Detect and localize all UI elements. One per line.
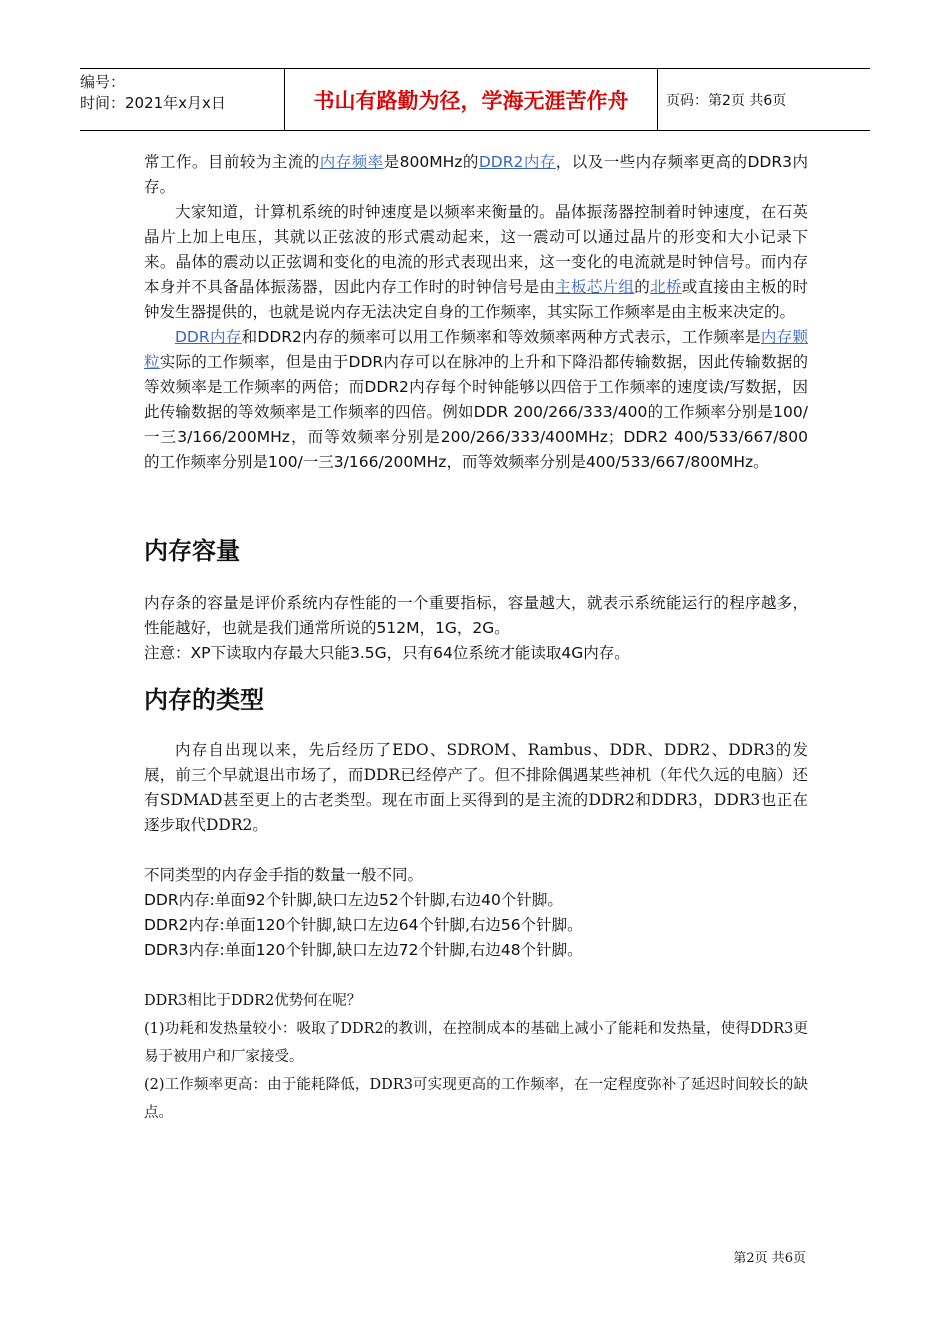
capacity-note: 注意：XP下读取内存最大只能3.5G，只有64位系统才能读取4G内存。 xyxy=(144,644,630,662)
capacity-paragraph: 内存条的容量是评价系统内存性能的一个重要指标，容量越大，就表示系统能运行的程序越多，性能越好，也就是我们通常所说的512M，1G，2G。 xyxy=(144,594,808,637)
link-ddr2-memory[interactable]: DDR2内存 xyxy=(478,153,556,171)
ddr3-advantage-1: (1)功耗和发热量较小：吸取了DDR2的教训，在控制成本的基础上减小了能耗和发热量，使得DDR3更易于被用户和厂家接受。 xyxy=(144,1021,808,1065)
text: 和DDR2内存的频率可以用工作频率和等效频率两种方式表示，工作频率是 xyxy=(241,328,761,346)
text: 或直接由主板的时钟发生器提供的，也就是说内存无法决定自身的工作频率，其实际工作频率是由主板来决定的。 xyxy=(144,278,808,321)
header-motto: 书山有路勤为径，学海无涯苦作舟 xyxy=(285,69,658,130)
link-chipset[interactable]: 主板芯片组 xyxy=(555,278,635,296)
time-label: 时间：2021年x月x日 xyxy=(80,94,226,112)
link-memory-chip[interactable]: 内存颗粒 xyxy=(144,328,808,371)
pins-ddr2: DDR2内存:单面120个针脚,缺口左边64个针脚,右边56个针脚。 xyxy=(144,916,583,934)
header-meta xyxy=(80,69,285,130)
text: 的 xyxy=(634,278,651,296)
ddr3-advantage-2: (2)工作频率更高：由于能耗降低，DDR3可实现更高的工作频率，在一定程度弥补了延迟时间较长的缺点。 xyxy=(144,1077,808,1121)
paragraph-2 xyxy=(144,200,808,325)
text: 大家知道，计算机系统的时钟速度是以频率来衡量的。晶体振荡器控制着时钟速度，在石英晶片上加上电压，其就以正弦波的形式震动起来，这一震动可以通过晶片的形变和大小记录下来。晶体的震动以正弦调和变化的电流的形式表现出来，这一变化的电流就是时钟信号。而内存本身并不具备晶体振荡器，因此内存工作时的时钟信号是由 xyxy=(144,203,808,296)
pins-ddr3: DDR3内存:单面120个针脚,缺口左边72个针脚,右边48个针脚。 xyxy=(144,941,583,959)
text: 常工作。目前较为主流的 xyxy=(144,153,320,171)
pins-intro: 不同类型的内存金手指的数量一般不同。 xyxy=(144,866,424,884)
code-label: 编号： xyxy=(80,73,126,91)
page-header xyxy=(80,68,870,131)
paragraph-3 xyxy=(144,325,808,475)
text: 是800MHz的 xyxy=(383,153,479,171)
text: 实际的工作频率，但是由于DDR内存可以在脉冲的上升和下降沿都传输数据，因此传输数据的等效频率是工作频率的两倍；而DDR2内存每个时钟能够以四倍于工作频率的速度读/写数据，因此传输数据的等效频率是工作频率的四倍。例如DDR 200/266/333/400的工作频率分别是100/一三3/166/200MHz，而等效频率分别是200/266/333/400MHz；DDR2 400/533/667/800的工作频率分别是100/一三3/166/200MHz，而等效频率分别是400/533/667/800MHz。 xyxy=(144,353,808,471)
link-northbridge[interactable]: 北桥 xyxy=(650,278,682,296)
section-title-types: 内存的类型 xyxy=(144,686,264,714)
ddr3-question: DDR3相比于DDR2优势何在呢？ xyxy=(144,993,362,1009)
pins-ddr: DDR内存:单面92个针脚,缺口左边52个针脚,右边40个针脚。 xyxy=(144,891,563,909)
link-ddr-memory[interactable]: DDR内存 xyxy=(175,328,242,346)
section-title-capacity: 内存容量 xyxy=(144,537,240,565)
page-footer: 第2页 共6页 xyxy=(733,1251,806,1266)
text: ，以及一些内存频率更高的DDR3内存。 xyxy=(144,153,808,196)
document-body xyxy=(144,150,808,1127)
types-paragraph: 内存自出现以来，先后经历了EDO、SDROM、Rambus、DDR、DDR2、DDR3的发展，前三个早就退出市场了，而DDR已经停产了。但不排除偶遇某些神机（年代久远的电脑）还有SDMAD甚至更上的古老类型。现在市面上买得到的是主流的DDR2和DDR3，DDR3也正在逐步取代DDR2。 xyxy=(144,741,808,834)
paragraph-1 xyxy=(144,150,808,200)
header-page-label: 页码：第2页 共6页 xyxy=(666,92,787,109)
link-memory-frequency[interactable]: 内存频率 xyxy=(319,153,384,171)
